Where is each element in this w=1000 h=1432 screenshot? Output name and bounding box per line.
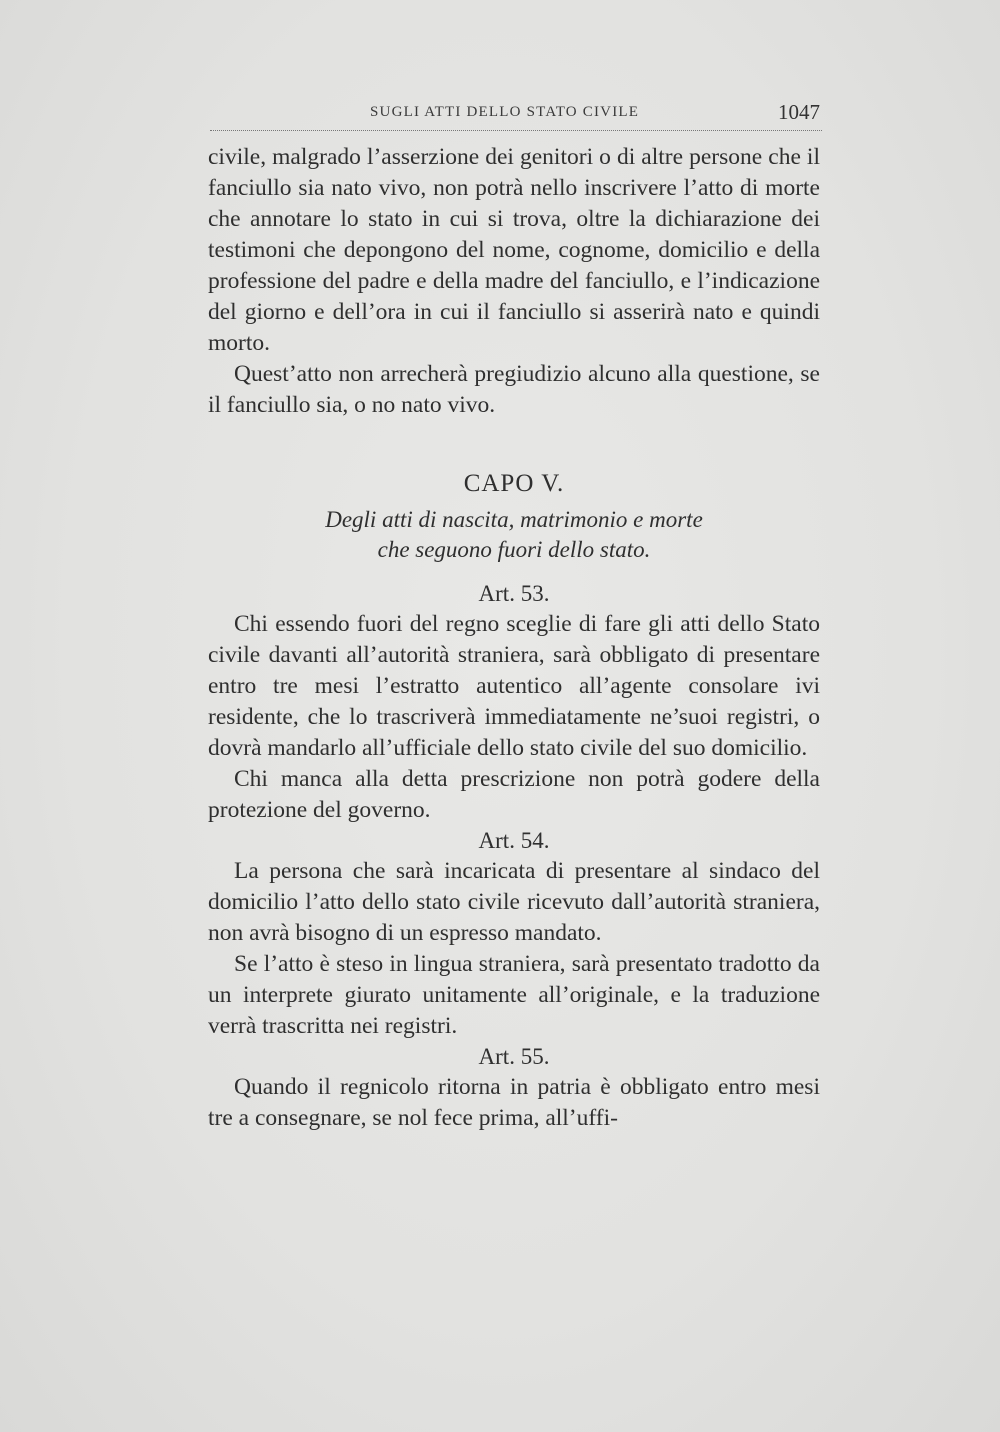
page-number: 1047 [778,100,820,124]
page-body [208,142,820,1134]
article-heading: Art. 53. [478,581,550,606]
chapter-subtitle-line: Degli atti di nascita, matrimonio e morte [325,507,703,532]
chapter-title: CAPO V. [463,470,565,497]
article-heading: Art. 54. [478,828,550,853]
chapter-subtitle-line: che seguono fuori dello stato. [377,537,651,562]
article-heading: Art. 55. [478,1044,550,1069]
paragraph: Chi essendo fuori del regno sceglie di fare gli atti dello Stato civile davanti all’autorità straniera, sarà obbligato di presentare entro tre mesi l’estratto autentico all’agente consolare ivi residente, che lo trascriverà immediatamente ne’suoi registri, o dovrà mandarlo all’ufficiale dello stato civile del suo domicilio. [208,611,820,761]
paragraph: Chi manca alla detta prescrizione non potrà godere della protezione del governo. [208,766,820,823]
paragraph: Quest’atto non arrecherà pregiudizio alcuno alla questione, se il fanciullo sia, o no nato vivo. [208,361,820,418]
running-head: SUGLI ATTI DELLO STATO CIVILE [370,104,640,120]
paragraph: civile, malgrado l’asserzione dei genitori o di altre persone che il fanciullo sia nato vivo, non potrà nello inscrivere l’atto di morte che annotare lo stato in cui si trova, oltre la dichiarazione dei testimoni che depongono del nome, cognome, domicilio e della professione del padre e della madre del fanciullo, e l’indicazione del giorno e dell’ora in cui il fanciullo si asserirà nato e quindi morto. [208,144,820,356]
page-header [210,100,822,131]
paragraph: Quando il regnicolo ritorna in patria è obbligato entro mesi tre a consegnare, se nol fece prima, all’uffi- [208,1074,820,1131]
paragraph: Se l’atto è steso in lingua straniera, sarà presentato tradotto da un interprete giurato unitamente all’originale, e la traduzione verrà trascritta nei registri. [208,951,820,1039]
paragraph: La persona che sarà incaricata di presentare al sindaco del domicilio l’atto dello stato civile ricevuto dall’autorità straniera, non avrà bisogno di un espresso mandato. [208,858,820,946]
